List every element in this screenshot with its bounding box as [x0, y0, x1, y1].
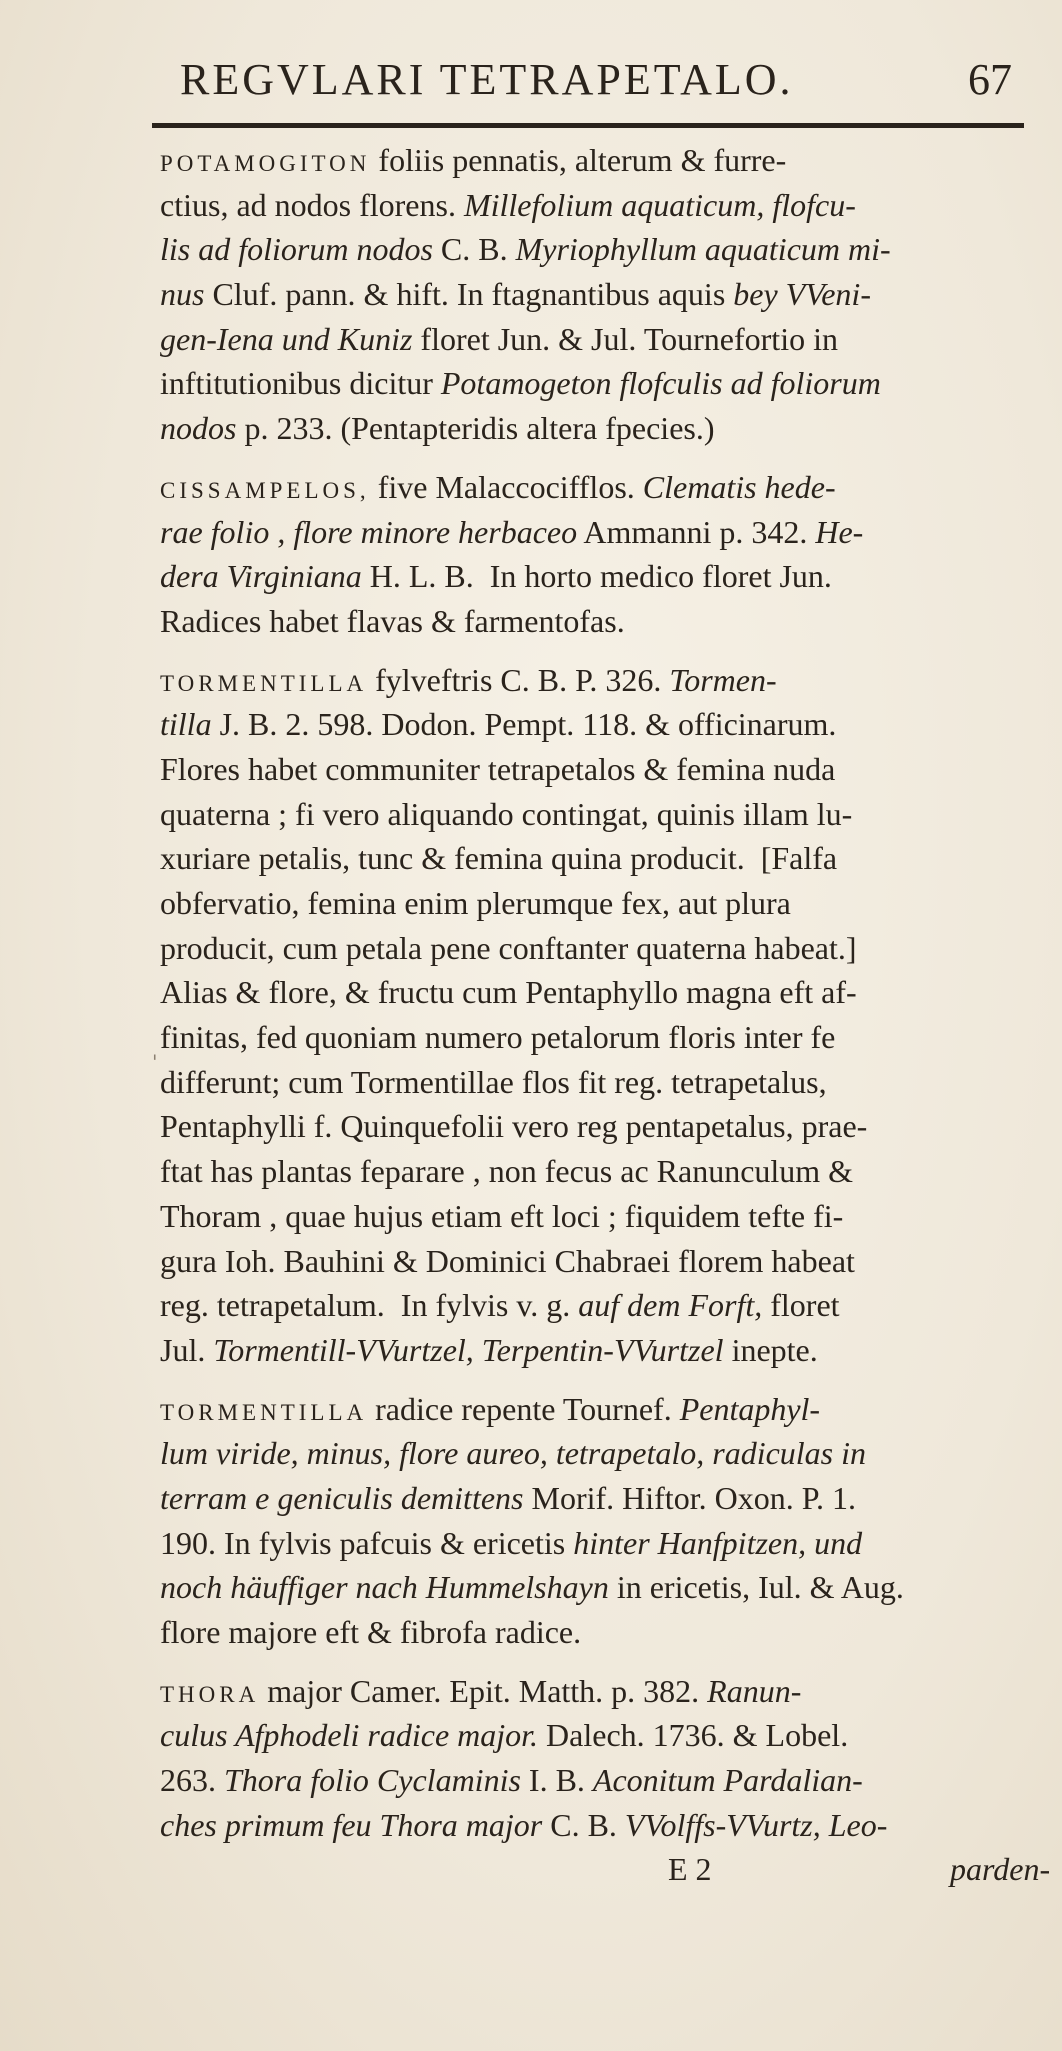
text-run: foliis pennatis, alterum & furre-	[370, 142, 787, 178]
text-line	[160, 1476, 1026, 1521]
text-line	[160, 1521, 1026, 1566]
italic-run: lis ad foliorum nodos	[160, 231, 433, 268]
italic-run: ches primum feu Thora major	[160, 1806, 543, 1843]
text-line	[160, 1194, 1026, 1239]
text-line	[160, 138, 1026, 183]
text-run: inepte.	[723, 1331, 818, 1368]
text-line	[160, 406, 1026, 451]
text-line	[160, 1015, 1026, 1060]
entry-heading: TORMENTILLA	[160, 670, 368, 696]
italic-run: Tormen-	[669, 661, 777, 698]
text-line	[160, 361, 1026, 406]
text-line	[160, 1713, 1026, 1758]
text-run: flore majore eft & fibrofa radice.	[160, 1614, 582, 1650]
text-run: floret Jun. & Jul. Tournefortio in	[412, 320, 838, 357]
text-run: in ericetis, Iul. & Aug.	[608, 1569, 904, 1606]
text-line	[160, 465, 1026, 510]
text-line	[160, 227, 1026, 272]
text-run: Jul.	[160, 1331, 214, 1368]
italic-run: Tormentill-VVurtzel, Terpentin-VVurtzel	[213, 1331, 724, 1368]
body-text	[160, 138, 1051, 1892]
text-run: Thoram , quae hujus etiam eft loci ; fiquidem tefte fi-	[160, 1197, 844, 1234]
text-entry	[160, 138, 1026, 451]
text-line	[160, 1565, 1026, 1610]
italic-run: culus Afphodeli radice major.	[160, 1717, 539, 1754]
text-line	[160, 1239, 1026, 1284]
entry-heading: TORMENTILLA	[160, 1399, 368, 1425]
header-rule	[152, 123, 1024, 128]
text-line	[160, 1387, 1026, 1432]
running-title: REGVLARI TETRAPETALO.	[180, 55, 794, 104]
text-run: 263.	[160, 1762, 224, 1799]
entry-heading: CISSAMPELOS,	[160, 477, 370, 503]
text-line	[160, 183, 1026, 228]
page-number: 67	[968, 55, 1012, 104]
text-run: Cluf. pann. & hift. In ftagnantibus aquis	[204, 276, 734, 313]
text-run: Pentaphylli f. Quinquefolii vero reg pentapetalus, prae-	[160, 1108, 868, 1145]
text-line	[160, 1328, 1026, 1373]
text-run: J. B. 2. 598. Dodon. Pempt. 118. & officinarum.	[211, 706, 837, 743]
italic-run: lum viride, minus, flore aureo, tetrapetalo, radiculas in	[160, 1435, 867, 1472]
text-run: Radices habet flavas & farmentofas.	[160, 602, 625, 639]
text-run: I. B.	[520, 1762, 593, 1799]
text-run: gura Ioh. Bauhini & Dominici Chabraei florem habeat	[160, 1242, 855, 1279]
text-line	[160, 658, 1026, 703]
text-line	[160, 926, 1026, 971]
text-line	[160, 510, 1026, 555]
italic-run: Potamogeton flofculis ad foliorum	[440, 365, 881, 402]
italic-run: bey VVeni-	[733, 276, 871, 313]
text-line	[160, 554, 1026, 599]
italic-run: Ranun-	[707, 1672, 802, 1709]
text-run: Ammanni p. 342.	[577, 513, 816, 550]
text-run: xuriare petalis, tunc & femina quina producit. [Falfa	[160, 840, 838, 877]
text-run: H. L. B. In horto medico floret Jun.	[361, 558, 832, 595]
text-line	[160, 970, 1026, 1015]
italic-run: He-	[815, 513, 864, 550]
italic-run: VVolffs-VVurtz, Leo-	[624, 1806, 888, 1843]
text-run: fylveftris C. B. P. 326.	[367, 661, 670, 698]
text-run: ctius, ad nodos florens.	[160, 186, 464, 223]
italic-run: terram e geniculis demittens	[160, 1479, 524, 1516]
text-entry	[160, 1669, 1026, 1848]
text-line	[160, 747, 1026, 792]
text-line	[160, 1669, 1026, 1714]
italic-run: Aconitum Pardalian-	[592, 1762, 863, 1799]
text-entry	[160, 1387, 1026, 1655]
text-run: finitas, fed quoniam numero petalorum floris inter fe	[160, 1019, 836, 1056]
text-run: ftat has plantas feparare , non fecus ac Ranunculum &	[160, 1153, 854, 1190]
italic-run: hinter Hanfpitzen, und	[573, 1524, 863, 1561]
ink-speck: '	[152, 1050, 158, 1074]
text-run: producit, cum petala pene conftanter quaterna habeat.]	[160, 929, 857, 966]
text-run: inftitutionibus dicitur	[160, 365, 441, 402]
signature-mark: E 2	[668, 1851, 712, 1888]
text-run: reg. tetrapetalum. In fylvis v. g.	[160, 1287, 579, 1324]
text-line	[160, 836, 1026, 881]
text-run: 190. In fylvis pafcuis & ericetis	[160, 1524, 574, 1561]
italic-run: rae folio , flore minore herbaceo	[160, 513, 578, 550]
italic-run: Pentaphyl-	[679, 1390, 821, 1427]
italic-run: Thora folio Cyclaminis	[224, 1762, 521, 1799]
text-line	[160, 1283, 1026, 1328]
text-line	[160, 1149, 1026, 1194]
text-run: differunt; cum Tormentillae flos fit reg. tetrapetalus,	[160, 1063, 827, 1100]
text-line	[160, 792, 1026, 837]
text-line	[160, 317, 1026, 362]
text-run: C. B.	[542, 1806, 625, 1843]
page-footer	[160, 1847, 1051, 1892]
italic-run: tilla	[160, 706, 212, 743]
entry-heading: THORA	[160, 1681, 260, 1707]
text-run: Dalech. 1736. & Lobel.	[538, 1717, 849, 1754]
text-line	[160, 881, 1026, 926]
text-line	[160, 1803, 1026, 1848]
text-run: obfervatio, femina enim plerumque fex, aut plura	[160, 885, 791, 921]
text-line	[160, 1431, 1026, 1476]
italic-run: auf dem Forft,	[578, 1287, 763, 1324]
text-line	[160, 1610, 1026, 1655]
text-entry	[160, 658, 1026, 1373]
text-run: Alias & flore, & fructu cum Pentaphyllo magna eft af-	[160, 974, 857, 1011]
italic-run: dera Virginiana	[160, 558, 362, 595]
text-run: p. 233. (Pentapteridis altera fpecies.)	[236, 410, 715, 447]
text-run: Flores habet communiter tetrapetalos & femina nuda	[160, 750, 836, 787]
running-head	[0, 52, 1062, 108]
text-run: major Camer. Epit. Matth. p. 382.	[259, 1672, 708, 1709]
italic-run: noch häuffiger nach Hummelshayn	[160, 1569, 609, 1606]
text-run: radice repente Tournef.	[367, 1390, 680, 1427]
text-line	[160, 702, 1026, 747]
italic-run: Millefolium aquaticum, flofcu-	[463, 186, 856, 223]
text-line	[160, 1060, 1026, 1105]
text-line	[160, 599, 1026, 644]
text-run: C. B.	[432, 231, 516, 268]
italic-run: gen-Iena und Kuniz	[160, 320, 413, 357]
text-run: floret	[762, 1287, 840, 1324]
text-run: five Malaccocifflos.	[369, 468, 643, 505]
italic-run: Clematis hede-	[642, 468, 836, 505]
catchword: parden-	[950, 1851, 1051, 1888]
italic-run: nodos	[160, 410, 237, 447]
text-line	[160, 1758, 1026, 1803]
text-entry	[160, 465, 1026, 644]
text-run: quaterna ; fi vero aliquando contingat, quinis illam lu-	[160, 795, 853, 832]
entry-heading: POTAMOGITON	[160, 151, 371, 176]
italic-run: Myriophyllum aquaticum mi-	[515, 231, 891, 268]
text-run: Morif. Hiftor. Oxon. P. 1.	[523, 1479, 856, 1516]
italic-run: nus	[160, 276, 205, 313]
text-line	[160, 1104, 1026, 1149]
text-line	[160, 272, 1026, 317]
